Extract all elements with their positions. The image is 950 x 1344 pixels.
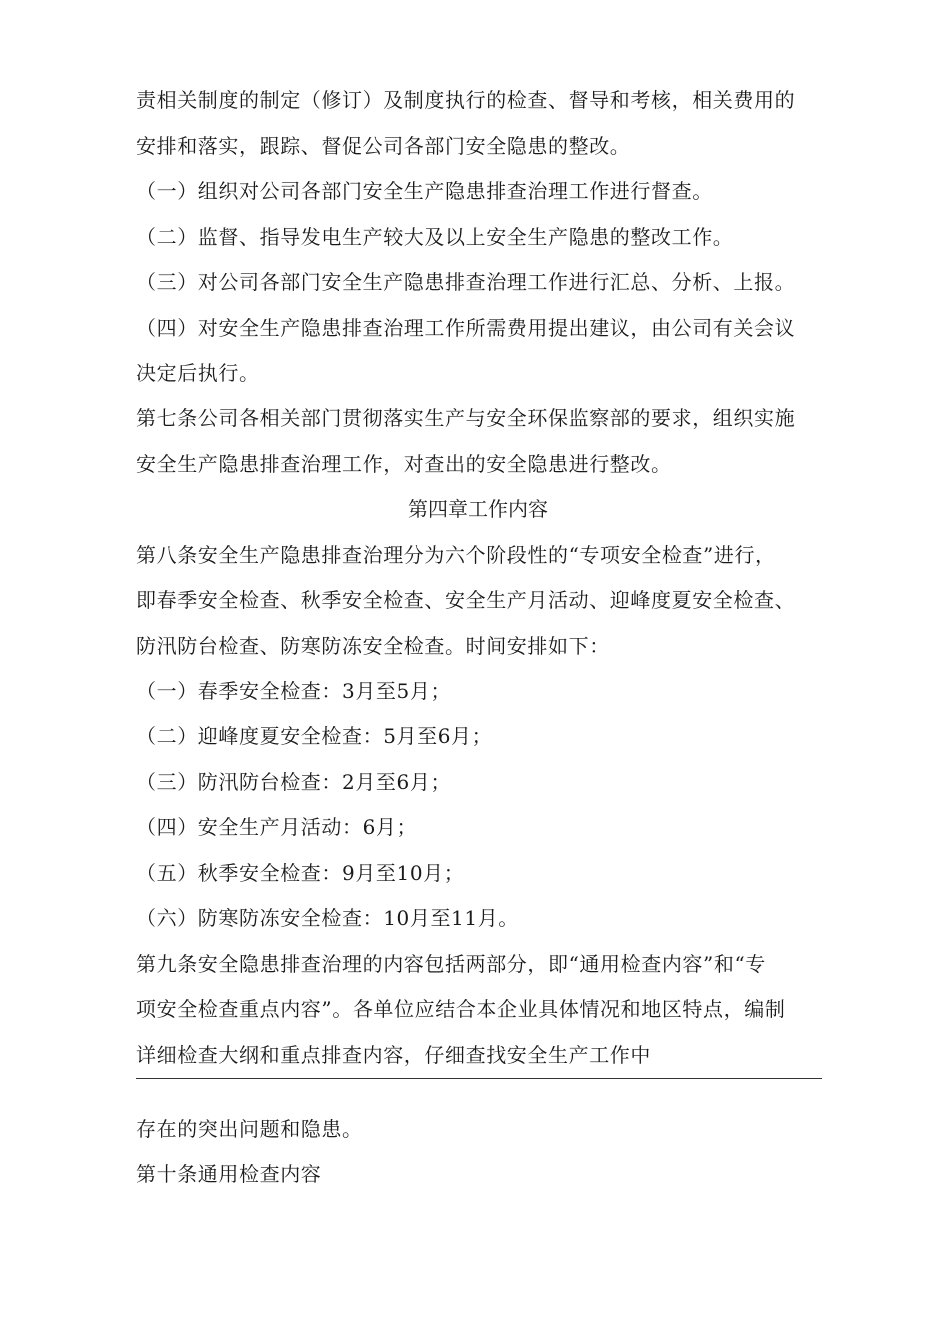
list-item: （五）秋季安全检查：9月至10月； (136, 861, 465, 885)
list-item: （二）迎峰度夏安全检查：5月至6月； (136, 724, 493, 748)
paragraph-line: 存在的突出问题和隐患。 (136, 1117, 363, 1141)
article-eight: 第八条安全生产隐患排查治理分为六个阶段性的“专项安全检查”进行， (136, 543, 776, 567)
list-item: （三）防汛防台检查：2月至6月； (136, 770, 452, 794)
paragraph-line: 项安全检查重点内容”。各单位应结合本企业具体情况和地区特点，编制 (136, 997, 786, 1021)
list-item: （四）对安全生产隐患排查治理工作所需费用提出建议，由公司有关会议 (136, 316, 796, 340)
paragraph-line: 详细检查大纲和重点排查内容，仔细查找安全生产工作中 (136, 1043, 651, 1067)
article-nine: 第九条安全隐患排查治理的内容包括两部分，即“通用检查内容”和“专 (136, 952, 766, 976)
paragraph-line: 安全生产隐患排查治理工作，对查出的安全隐患进行整改。 (136, 452, 672, 476)
chapter-heading: 第四章工作内容 (408, 497, 548, 521)
list-item: （一）春季安全检查：3月至5月； (136, 679, 452, 703)
paragraph-line: 防汛防台检查、防寒防冻安全检查。时间安排如下： (136, 634, 610, 658)
list-item: （四）安全生产月活动：6月； (136, 815, 418, 839)
paragraph-line: 决定后执行。 (136, 361, 260, 385)
article-seven: 第七条公司各相关部门贯彻落实生产与安全环保监察部的要求，组织实施 (136, 406, 796, 430)
article-ten: 第十条通用检查内容 (136, 1162, 322, 1186)
paragraph-line: 即春季安全检查、秋季安全检查、安全生产月活动、迎峰度夏安全检查、 (136, 588, 796, 612)
paragraph-line: 责相关制度的制定（修订）及制度执行的检查、督导和考核，相关费用的 (136, 88, 796, 112)
list-item: （三）对公司各部门安全生产隐患排查治理工作进行汇总、分析、上报。 (136, 270, 796, 294)
paragraph-line: 安排和落实，跟踪、督促公司各部门安全隐患的整改。 (136, 134, 631, 158)
page-divider (136, 1078, 822, 1079)
list-item: （六）防寒防冻安全检查：10月至11月。 (136, 906, 519, 930)
list-item: （一）组织对公司各部门安全生产隐患排查治理工作进行督查。 (136, 179, 713, 203)
list-item: （二）监督、指导发电生产较大及以上安全生产隐患的整改工作。 (136, 225, 734, 249)
